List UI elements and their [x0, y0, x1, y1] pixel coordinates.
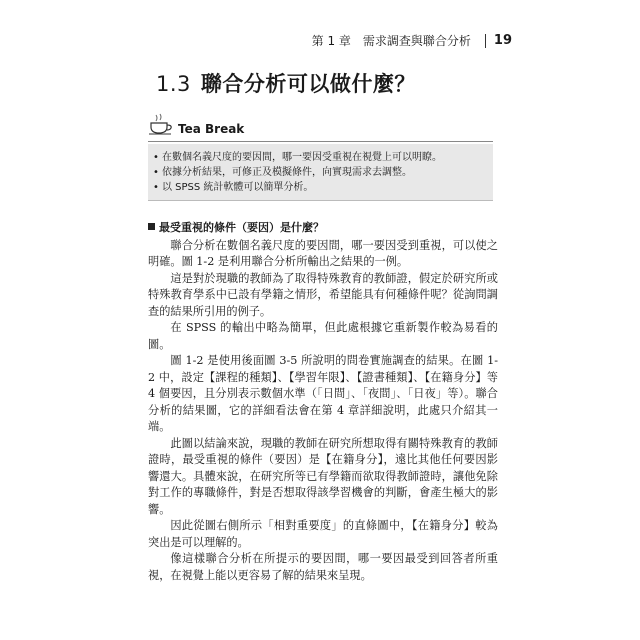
tea-break-rule [148, 141, 493, 142]
tea-break-box [148, 144, 493, 201]
list-item: • 在數個名義尺度的要因間，哪一要因受重視在視覺上可以明瞭。 [162, 150, 493, 165]
paragraph: 因此從圖右側所示「相對重要度」的直條圖中，【在籍身分】較為突出是可以理解的。 [148, 519, 498, 549]
paragraph: 聯合分析在數個名義尺度的要因間，哪一要因受到重視，可以使之明確。圖 1-2 是利用聯合分析所輸出之結果的一例。 [148, 238, 498, 268]
section-heading [156, 68, 416, 98]
tea-break-header [148, 112, 244, 136]
section-number: 1.3 [156, 72, 191, 96]
list-item: • 以 SPSS 統計軟體可以簡單分析。 [162, 180, 493, 195]
section-title: 聯合分析可以做什麼？ [200, 72, 416, 96]
chapter-title: 第 1 章 需求調查與聯合分析 [311, 34, 471, 48]
tea-break-label: Tea Break [178, 122, 245, 136]
body-text [148, 220, 498, 584]
paragraph: 圖 1-2 是使用後面圖 3-5 所說明的問卷實施調查的結果。在圖 1-2 中，設定【課程的種類】、【學習年限】、【證書種類】、【在籍身分】等 4 個要因，且分別表示數個水準（「日間」、「夜間」、「日夜」等）。聯合分析的結果圖，它的詳細看法會在第 4 章詳細說明，此處只介紹其一端。 [148, 354, 498, 433]
running-header [312, 32, 512, 49]
paragraph: 此圖以結論來說，現職的教師在研究所想取得有關特殊教育的教師證時，最受重視的條件（要因）是【在籍身分】，遠比其他任何要因影響還大。具體來說，在研究所等已有學籍而欲取得教師證時，讓他免除對工作的專職條件，對是否想取得該學習機會的判斷，會產生極大的影響。 [148, 436, 498, 516]
tea-break-list [148, 150, 493, 195]
black-square-icon [148, 223, 155, 230]
page-number: 19 [493, 33, 512, 48]
subheading-text: 最受重視的條件（要因）是什麼？ [159, 221, 324, 234]
paragraph: 這是對於現職的教師為了取得特殊教育的教師證，假定於研究所或特殊教育學系中已設有學籍之情形，希望能具有何種條件呢？從詢問調查的結果所引用的例子。 [148, 271, 498, 318]
subheading [148, 220, 498, 237]
tea-cup-icon [148, 113, 174, 135]
paragraph: 像這樣聯合分析在所提示的要因間，哪一要因最受到回答者所重視，在視覺上能以更容易了解的結果來呈現。 [148, 552, 498, 582]
header-divider [485, 34, 486, 48]
list-item: • 依據分析結果，可修正及模擬條件，向實現需求去調整。 [162, 165, 493, 180]
paragraph: 在 SPSS 的輸出中略為簡單，但此處根據它重新製作較為易看的圖。 [148, 321, 498, 351]
